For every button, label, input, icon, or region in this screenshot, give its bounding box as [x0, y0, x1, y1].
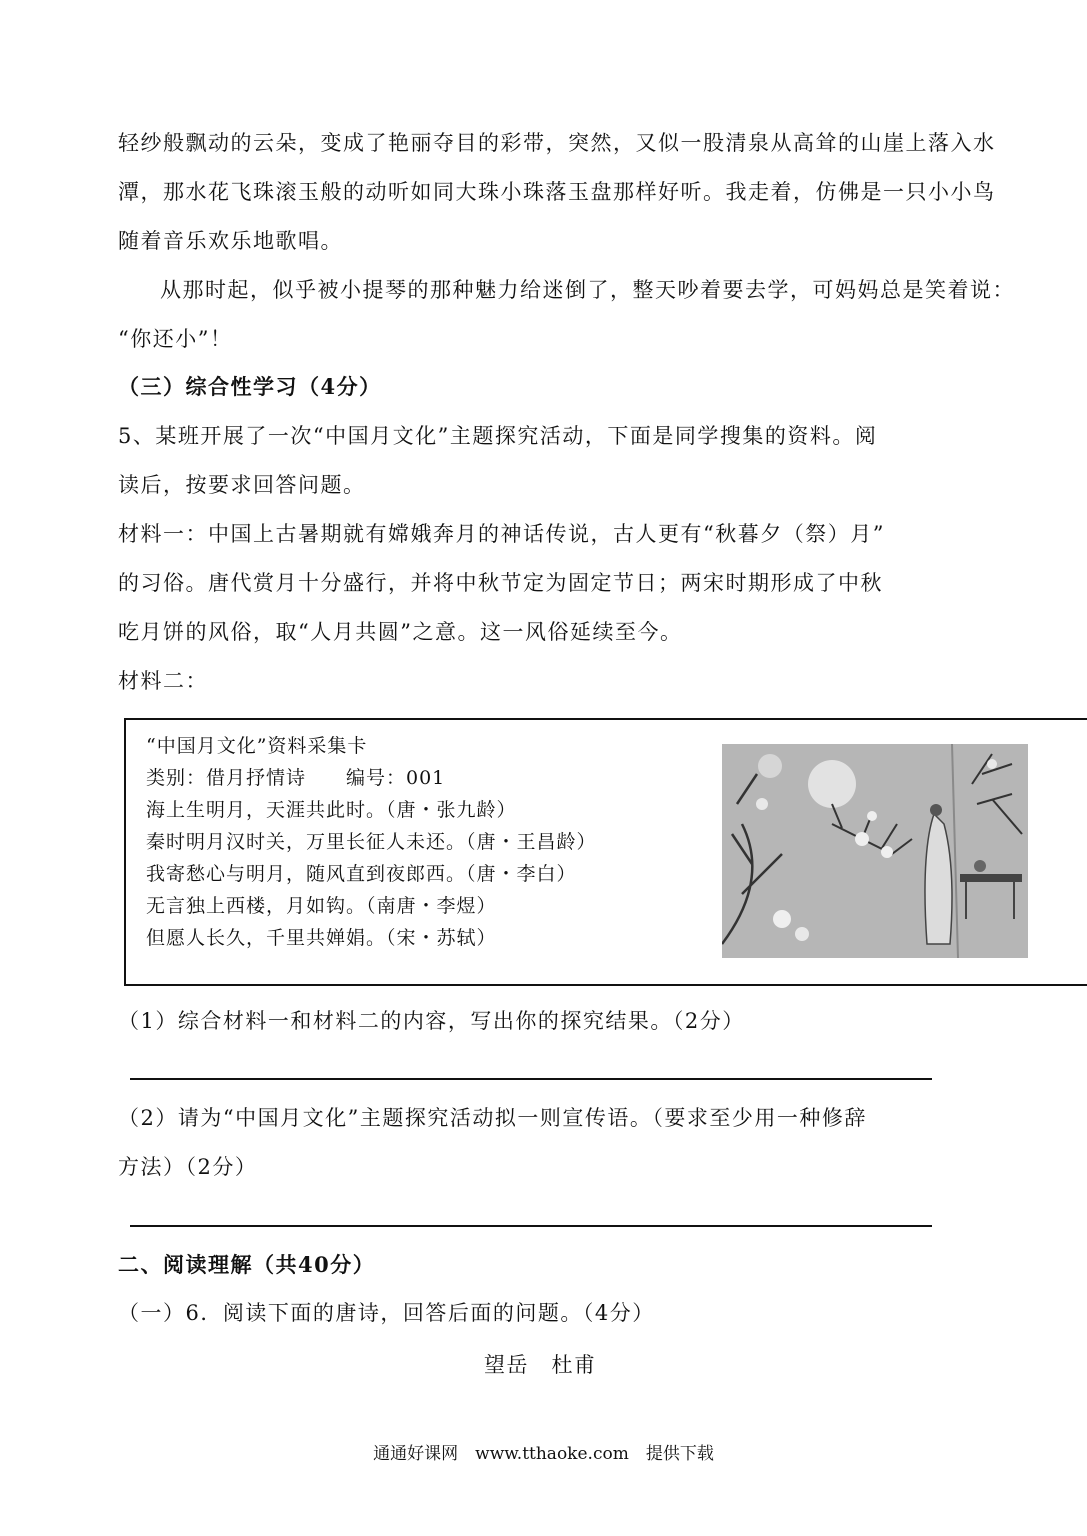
- section-heading: 二、阅读理解（共40分）: [118, 1252, 376, 1277]
- question-5-cont: 读后，按要求回答问题。: [118, 473, 366, 497]
- question-5-1: （1）综合材料一和材料二的内容，写出你的探究结果。（2分）: [118, 1009, 745, 1033]
- answer-line[interactable]: [130, 1225, 932, 1227]
- page-footer: 通通好课网 www.tthaoke.com 提供下载: [373, 1444, 714, 1464]
- poem-line: 但愿人长久，千里共婵娟。（宋・苏轼）: [146, 927, 497, 949]
- material-one-cont: 吃月饼的风俗，取“人月共圆”之意。这一风俗延续至今。: [118, 620, 683, 644]
- card-category: 类别：借月抒情诗 编号：001: [146, 767, 446, 789]
- question-5: 5、某班开展了一次“中国月文化”主题探究活动，下面是同学搜集的资料。阅: [118, 424, 878, 448]
- material-two-label: 材料二：: [118, 669, 208, 693]
- poem-line: 海上生明月，天涯共此时。（唐・张九龄）: [146, 799, 517, 821]
- section-heading: （三）综合性学习（4分）: [118, 374, 382, 399]
- card-title: “中国月文化”资料采集卡: [146, 735, 368, 757]
- material-one: 材料一：中国上古暑期就有嫦娥奔月的神话传说，古人更有“秋暮夕（祭）月”: [118, 522, 885, 546]
- passage-line: 随着音乐欢乐地歌唱。: [118, 229, 343, 253]
- poem-line: 我寄愁心与明月，随风直到夜郎西。（唐・李白）: [146, 863, 577, 885]
- answer-line[interactable]: [130, 1078, 932, 1080]
- question-5-2: （2）请为“中国月文化”主题探究活动拟一则宣传语。（要求至少用一种修辞: [118, 1106, 867, 1130]
- question-5-2-cont: 方法）（2分）: [118, 1155, 258, 1179]
- question-6: （一）6．阅读下面的唐诗，回答后面的问题。（4分）: [118, 1301, 655, 1325]
- passage-line: 从那时起，似乎被小提琴的那种魅力给迷倒了，整天吵着要去学，可妈妈总是笑着说：: [160, 278, 1015, 302]
- passage-line: 轻纱般飘动的云朵，变成了艳丽夺目的彩带，突然，又似一股清泉从高耸的山崖上落入水: [118, 131, 996, 155]
- moon-painting-image: [722, 744, 1028, 958]
- poem-line: 无言独上西楼，月如钩。（南唐・李煜）: [146, 895, 497, 917]
- material-one-cont: 的习俗。唐代赏月十分盛行，并将中秋节定为固定节日；两宋时期形成了中秋: [118, 571, 883, 595]
- passage-line: “你还小”！: [118, 327, 233, 351]
- passage-line: 潭，那水花飞珠滚玉般的动听如同大珠小珠落玉盘那样好听。我走着，仿佛是一只小小鸟: [118, 180, 996, 204]
- poem-line: 秦时明月汉时关，万里长征人未还。（唐・王昌龄）: [146, 831, 597, 853]
- poem-title: 望岳 杜甫: [484, 1353, 597, 1377]
- info-card: [124, 718, 1087, 986]
